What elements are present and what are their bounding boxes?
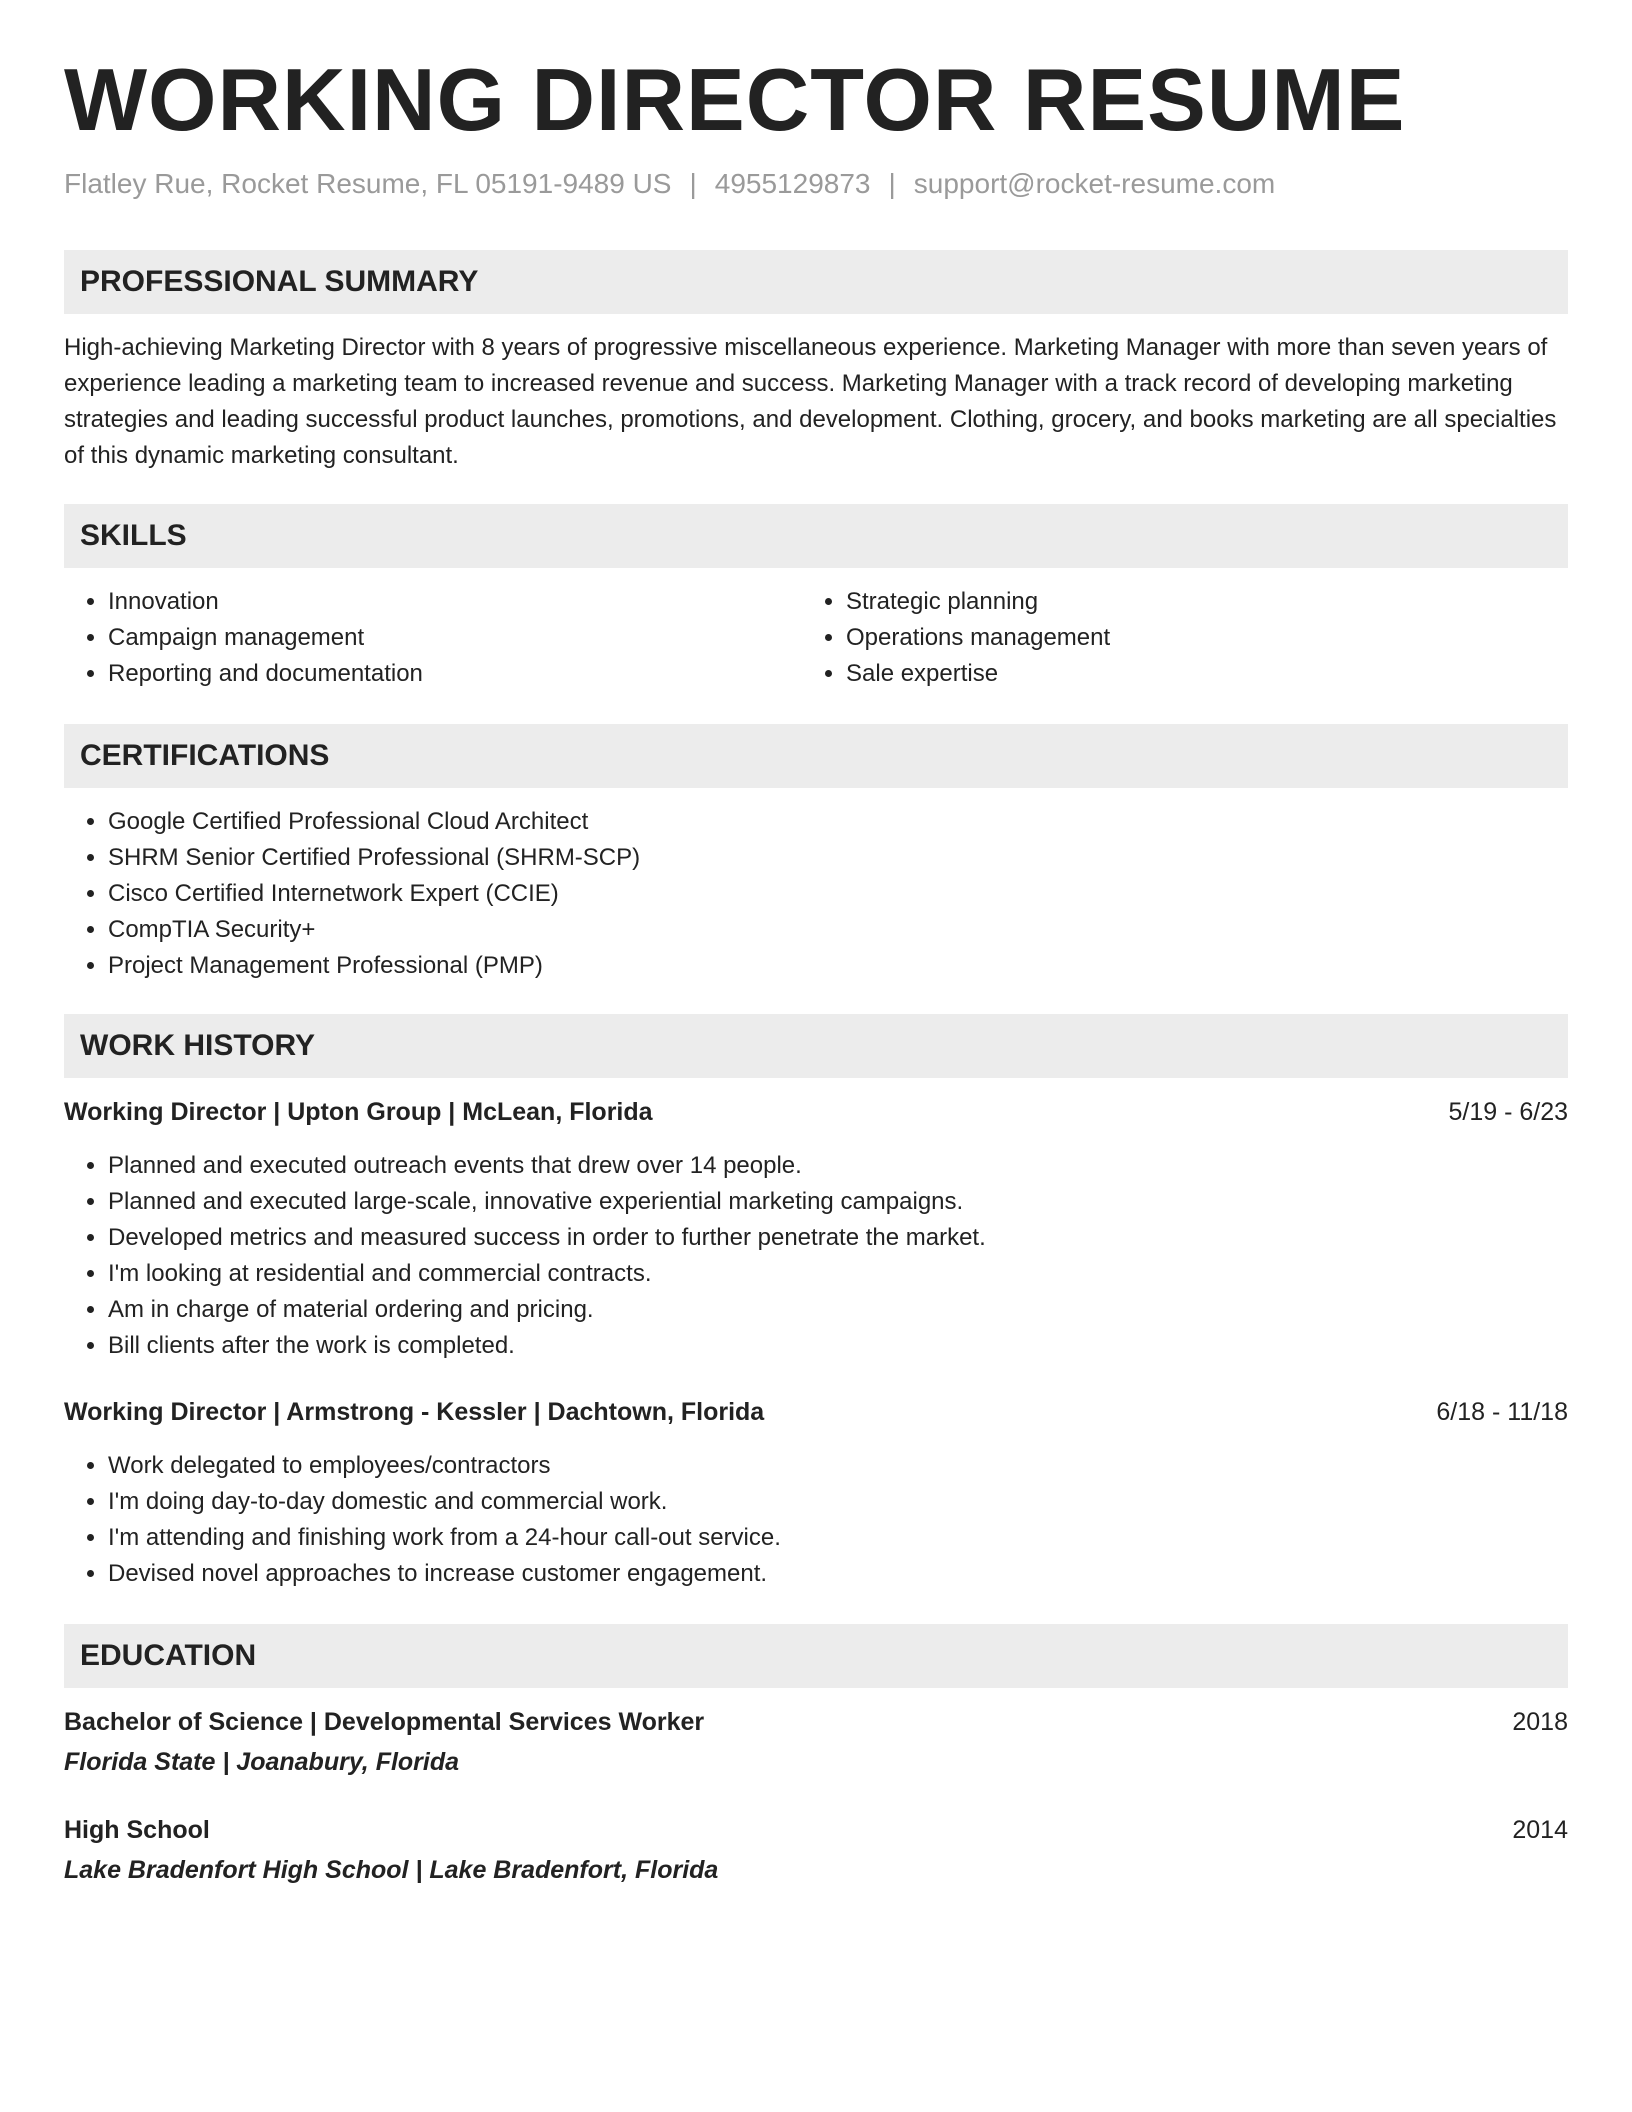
skill-item: • Operations management (846, 620, 1110, 656)
skills-list-left (64, 584, 423, 692)
contact-address: Flatley Rue, Rocket Resume, FL 05191-9489 US (64, 168, 672, 199)
skill-item: • Campaign management (108, 620, 423, 656)
education-year: 2018 (1512, 1708, 1568, 1736)
section-heading-certifications: CERTIFICATIONS (64, 724, 1568, 788)
resume-title: WORKING DIRECTOR RESUME (64, 50, 1406, 149)
contact-separator: | (689, 168, 697, 199)
education-school: Lake Bradenfort High School | Lake Bradenfort, Florida (64, 1856, 719, 1884)
certification-item: • Cisco Certified Internetwork Expert (CCIE) (108, 876, 640, 912)
education-school: Florida State | Joanabury, Florida (64, 1748, 460, 1776)
contact-line (64, 168, 1275, 200)
job-dates: 5/19 - 6/23 (1448, 1098, 1568, 1126)
certification-item: • SHRM Senior Certified Professional (SHRM-SCP) (108, 840, 640, 876)
job-bullet: • Planned and executed outreach events that drew over 14 people. (108, 1148, 986, 1184)
education-header (64, 1812, 1568, 1848)
contact-phone: 4955129873 (714, 168, 871, 199)
certification-item: • Project Management Professional (PMP) (108, 948, 640, 984)
skills-list-right (802, 584, 1110, 692)
job-bullet: • Am in charge of material ordering and pricing. (108, 1292, 986, 1328)
job-dates: 6/18 - 11/18 (1436, 1398, 1568, 1426)
job-header (64, 1094, 1568, 1130)
job-header (64, 1394, 1568, 1430)
skill-item: • Strategic planning (846, 584, 1110, 620)
certification-item: • CompTIA Security+ (108, 912, 640, 948)
skill-item: • Sale expertise (846, 656, 1110, 692)
job-title: Working Director | Armstrong - Kessler | Dachtown, Florida (64, 1398, 765, 1426)
contact-email: support@rocket-resume.com (913, 168, 1276, 199)
job-bullet: • I'm doing day-to-day domestic and commercial work. (108, 1484, 781, 1520)
summary-text: High-achieving Marketing Director with 8 years of progressive miscellaneous experience. Marketing Manager with more than seven years of experience leading a marketing team to increased revenue and success. Marketing Manager with a track record of developing marketing strategies and leading successful product launches, promotions, and development. Clothing, grocery, and books marketing are all specialties of this dynamic marketing consultant. (64, 334, 1557, 469)
education-degree: High School (64, 1816, 210, 1844)
job-bullet: • Planned and executed large-scale, innovative experiential marketing campaigns. (108, 1184, 986, 1220)
job-bullet: • I'm looking at residential and commercial contracts. (108, 1256, 986, 1292)
certifications-list (64, 804, 640, 984)
contact-separator: | (888, 168, 896, 199)
job-bullets (64, 1448, 781, 1592)
section-heading-work-history: WORK HISTORY (64, 1014, 1568, 1078)
job-bullet: • Bill clients after the work is completed. (108, 1328, 986, 1364)
skill-item: • Reporting and documentation (108, 656, 423, 692)
section-heading-education: EDUCATION (64, 1624, 1568, 1688)
section-heading-summary: PROFESSIONAL SUMMARY (64, 250, 1568, 314)
education-year: 2014 (1512, 1816, 1568, 1844)
education-header (64, 1704, 1568, 1740)
job-title: Working Director | Upton Group | McLean, Florida (64, 1098, 653, 1126)
job-bullet: • I'm attending and finishing work from a 24-hour call-out service. (108, 1520, 781, 1556)
job-bullet: • Work delegated to employees/contractors (108, 1448, 781, 1484)
job-bullet: • Devised novel approaches to increase customer engagement. (108, 1556, 781, 1592)
skill-item: • Innovation (108, 584, 423, 620)
certification-item: • Google Certified Professional Cloud Architect (108, 804, 640, 840)
job-bullets (64, 1148, 986, 1364)
education-degree: Bachelor of Science | Developmental Services Worker (64, 1708, 705, 1736)
job-bullet: • Developed metrics and measured success in order to further penetrate the market. (108, 1220, 986, 1256)
section-heading-skills: SKILLS (64, 504, 1568, 568)
